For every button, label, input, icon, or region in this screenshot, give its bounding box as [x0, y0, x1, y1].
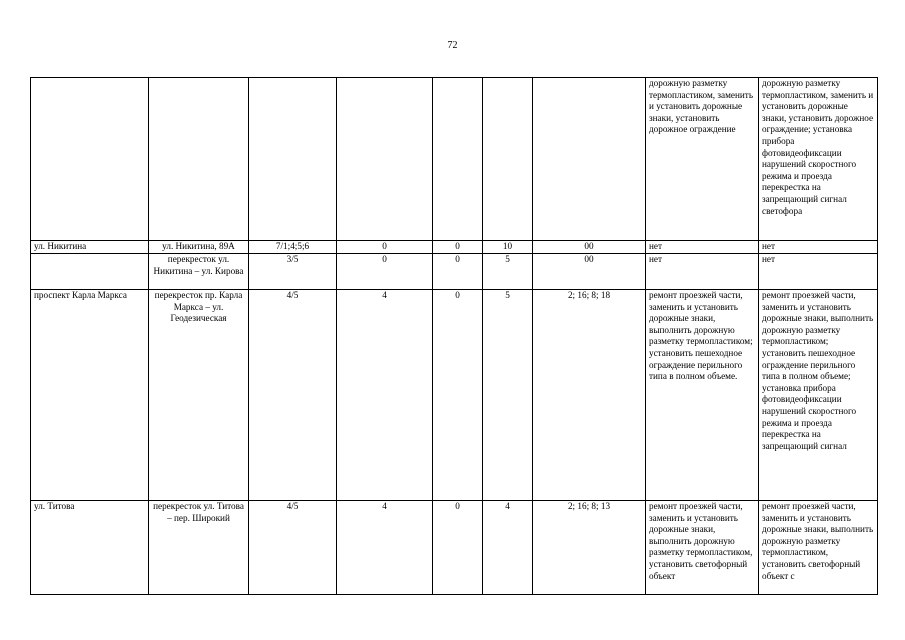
measures-cell: нет — [646, 254, 759, 290]
value-cell: 10 — [483, 241, 533, 254]
value-cell: 5 — [483, 254, 533, 290]
value-cell: 0 — [337, 254, 433, 290]
measures-cell: ремонт проезжей части, заменить и установить дорожные знаки, выполнить дорожную разметку термопластиком, установить светофорный объект с — [759, 501, 878, 595]
location-cell: перекресток ул. Никитина – ул. Кирова — [149, 254, 249, 290]
value-cell: 4 — [483, 501, 533, 595]
page-number: 72 — [447, 40, 458, 51]
street-cell: проспект Карла Маркса — [31, 290, 149, 501]
value-cell: 0 — [433, 290, 483, 501]
data-table — [30, 77, 878, 595]
street-cell — [31, 254, 149, 290]
street-cell: ул. Никитина — [31, 241, 149, 254]
value-cell: 0 — [433, 501, 483, 595]
street-cell — [31, 78, 149, 241]
measures-cell: ремонт проезжей части, заменить и установить дорожные знаки, выполнить дорожную разметку термопластиком; установить пешеходное ограждение перильного типа в полном объеме; установка прибора фотовидеофиксации нарушений скоростного режима и проезда перекрестка на запрещающий сигнал — [759, 290, 878, 501]
measures-cell: дорожную разметку термопластиком, заменить и установить дорожные знаки, установить дорожное ограждение; установка прибора фотовидеофиксации нарушений скоростного режима и проезда перекрестка на запрещающий сигнал светофора — [759, 78, 878, 241]
value-cell — [433, 78, 483, 241]
measures-cell: ремонт проезжей части, заменить и установить дорожные знаки, выполнить дорожную разметку термопластиком, установить светофорный объект — [646, 501, 759, 595]
measures-cell: нет — [646, 241, 759, 254]
measures-cell: ремонт проезжей части, заменить и установить дорожные знаки, выполнить дорожную разметку термопластиком; установить пешеходное ограждение перильного типа в полном объеме. — [646, 290, 759, 501]
value-cell: 4 — [337, 501, 433, 595]
value-cell: 0 — [337, 241, 433, 254]
location-cell: ул. Никитина, 89А — [149, 241, 249, 254]
measures-cell: нет — [759, 254, 878, 290]
value-cell — [337, 78, 433, 241]
table-row — [31, 241, 878, 254]
codes-cell: 00 — [533, 241, 646, 254]
location-cell: перекресток ул. Титова – пер. Широкий — [149, 501, 249, 595]
category-cell — [249, 78, 337, 241]
value-cell: 5 — [483, 290, 533, 501]
codes-cell: 2; 16; 8; 13 — [533, 501, 646, 595]
category-cell: 7/1;4;5;6 — [249, 241, 337, 254]
value-cell: 0 — [433, 241, 483, 254]
category-cell: 3/5 — [249, 254, 337, 290]
category-cell: 4/5 — [249, 501, 337, 595]
street-cell: ул. Титова — [31, 501, 149, 595]
table-row — [31, 78, 878, 241]
value-cell: 0 — [433, 254, 483, 290]
codes-cell: 00 — [533, 254, 646, 290]
table-row — [31, 501, 878, 595]
codes-cell — [533, 78, 646, 241]
measures-cell: дорожную разметку термопластиком, заменить и установить дорожные знаки, установить дорожное ограждение — [646, 78, 759, 241]
value-cell — [483, 78, 533, 241]
codes-cell: 2; 16; 8; 18 — [533, 290, 646, 501]
measures-cell: нет — [759, 241, 878, 254]
value-cell: 4 — [337, 290, 433, 501]
location-cell — [149, 78, 249, 241]
table-row — [31, 254, 878, 290]
category-cell: 4/5 — [249, 290, 337, 501]
location-cell: перекресток пр. Карла Маркса – ул. Геодезическая — [149, 290, 249, 501]
table-row — [31, 290, 878, 501]
